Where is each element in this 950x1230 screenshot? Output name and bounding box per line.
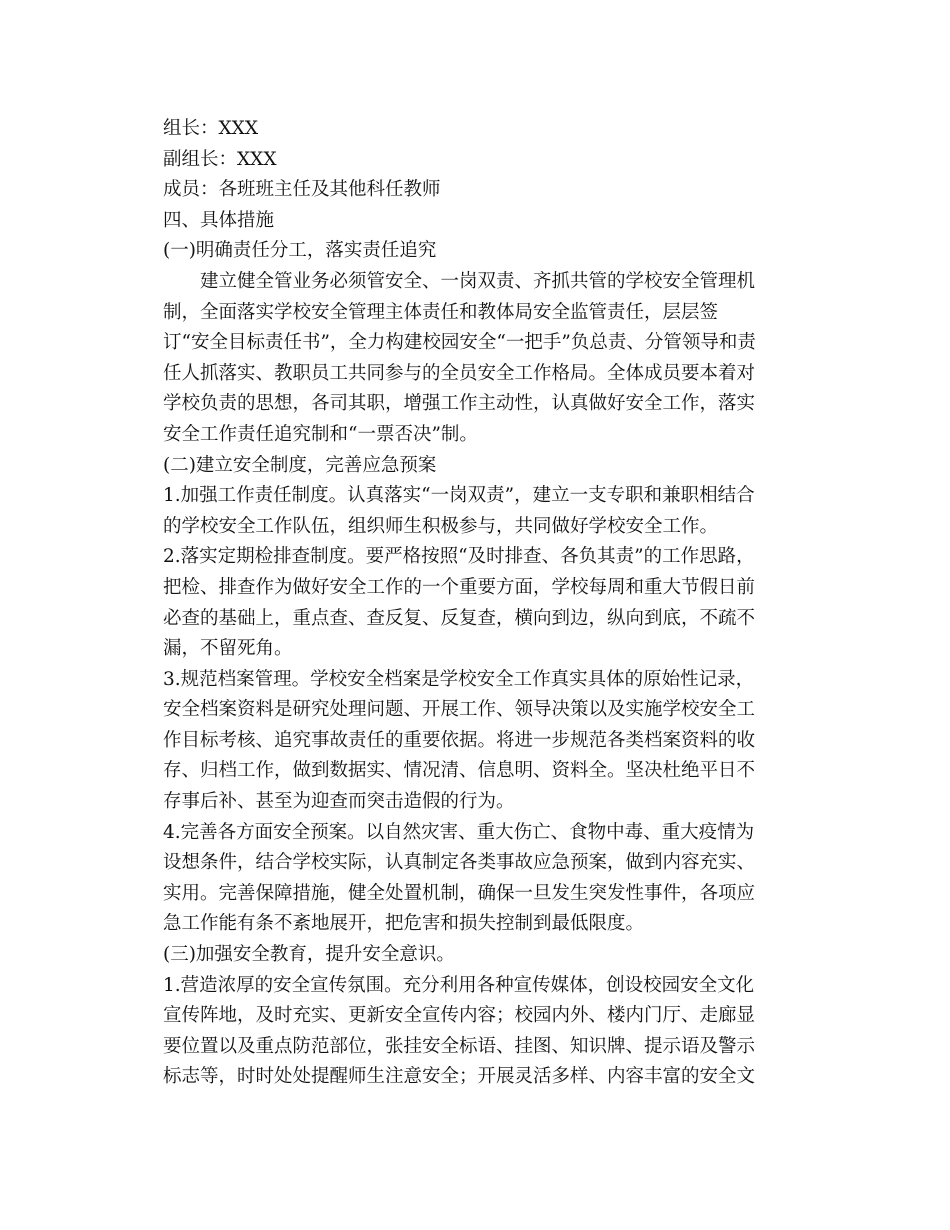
document-page xyxy=(163,114,783,1093)
text-line: 必查的基础上，重点查、查反复、反复查，横向到边，纵向到底，不疏不 xyxy=(163,607,756,629)
text-line: 学校负责的思想，各司其职，增强工作主动性，认真做好安全工作，落实 xyxy=(163,393,756,415)
text-line: 3.规范档案管理。学校安全档案是学校安全工作真实具体的原始性记录， xyxy=(163,668,755,690)
text-line: 订“安全目标责任书”，全力构建校园安全“一把手”负总责、分管领导和责 xyxy=(163,332,756,354)
text-line: 安全工作责任追究制和“一票否决”制。 xyxy=(163,423,478,445)
text-line: (二)建立安全制度，完善应急预案 xyxy=(163,454,437,476)
text-line: 设想条件，结合学校实际，认真制定各类事故应急预案，做到内容充实、 xyxy=(163,852,756,874)
text-line: 漏，不留死角。 xyxy=(163,638,293,660)
text-line: 1.加强工作责任制度。认真落实“一岗双责”，建立一支专职和兼职相结合 xyxy=(163,485,755,507)
text-line: 存事后补、甚至为迎查而突击造假的行为。 xyxy=(163,791,515,813)
text-line: 制，全面落实学校安全管理主体责任和教体局安全监管责任，层层签 xyxy=(163,301,719,323)
text-line: 副组长：XXX xyxy=(163,148,277,170)
text-line: 1.营造浓厚的安全宣传氛围。充分利用各种宣传媒体，创设校园安全文化 xyxy=(163,974,755,996)
text-line: 四、具体措施 xyxy=(163,209,275,231)
text-line: 4.完善各方面安全预案。以自然灾害、重大伤亡、食物中毒、重大疫情为 xyxy=(163,821,755,843)
text-line: 组长：XXX xyxy=(163,118,259,139)
text-line: 任人抓落实、教职员工共同参与的全员安全工作格局。全体成员要本着对 xyxy=(163,362,756,384)
text-line: 把检、排查作为做好安全工作的一个重要方面，学校每周和重大节假日前 xyxy=(163,576,756,598)
text-line: 急工作能有条不紊地展开，把危害和损失控制到最低限度。 xyxy=(163,913,645,935)
text-line: 宣传阵地，及时充实、更新安全宣传内容；校园内外、楼内门厅、走廊显 xyxy=(163,1005,756,1027)
text-line: 实用。完善保障措施，健全处置机制，确保一旦发生突发性事件，各项应 xyxy=(163,882,756,904)
text-line: (三)加强安全教育，提升安全意识。 xyxy=(163,944,455,966)
text-line: 成员：各班班主任及其他科任教师 xyxy=(163,179,441,201)
text-line: 标志等，时时处处提醒师生注意安全；开展灵活多样、内容丰富的安全文 xyxy=(163,1066,756,1088)
text-line: 安全档案资料是研究处理问题、开展工作、领导决策以及实施学校安全工 xyxy=(163,699,756,721)
text-line: 存、归档工作，做到数据实、情况清、信息明、资料全。坚决杜绝平日不 xyxy=(163,760,756,782)
text-line: 的学校安全工作队伍，组织师生积极参与，共同做好学校安全工作。 xyxy=(163,515,719,537)
text-line: (一)明确责任分工，落实责任追究 xyxy=(163,240,437,262)
text-line: 建立健全管业务必须管安全、一岗双责、齐抓共管的学校安全管理机 xyxy=(200,270,756,292)
text-line: 要位置以及重点防范部位，张挂安全标语、挂图、知识牌、提示语及警示 xyxy=(163,1035,756,1057)
text-line: 作目标考核、追究事故责任的重要依据。将进一步规范各类档案资料的收 xyxy=(163,729,756,751)
text-line: 2.落实定期检排查制度。要严格按照“及时排查、各负其责”的工作思路， xyxy=(163,546,755,568)
